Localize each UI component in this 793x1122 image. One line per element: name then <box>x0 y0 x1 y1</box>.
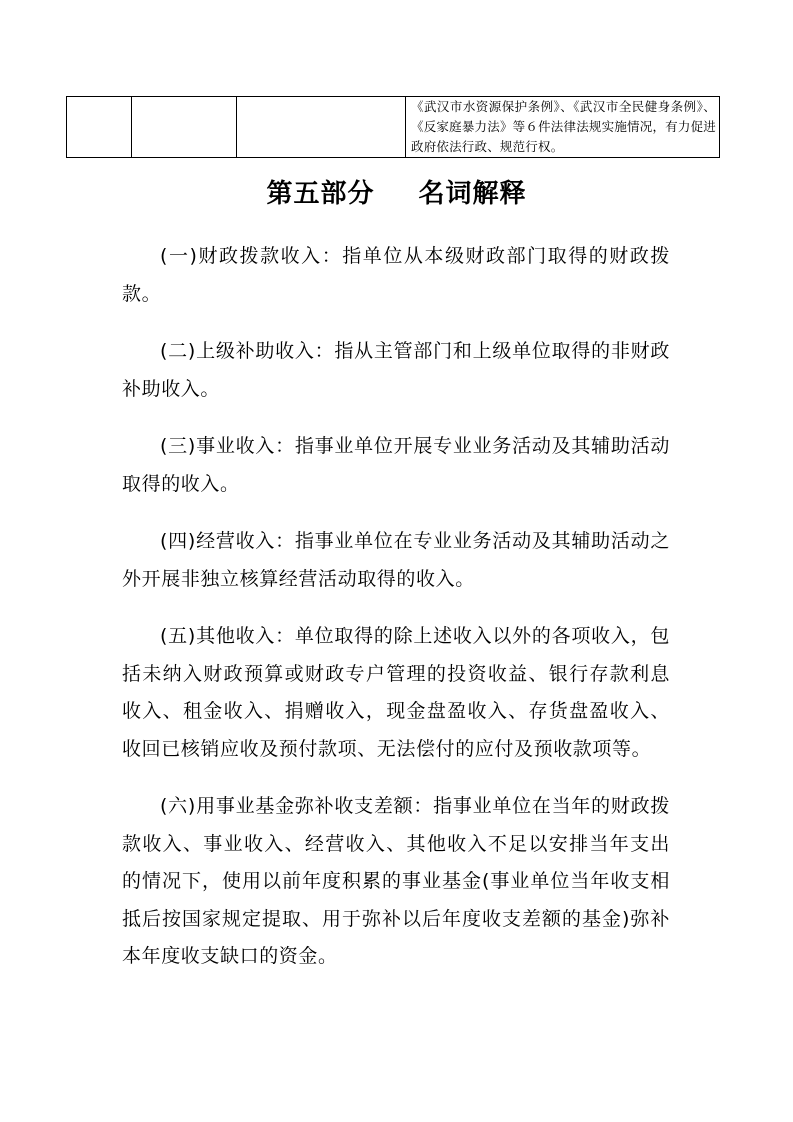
section-heading <box>0 174 793 214</box>
section-part-label: 第五部分 <box>266 179 375 209</box>
table-cell-text: 《武汉市水资源保护条例》、《武汉市全民健身条例》、《反家庭暴力法》等６件法律法规实施情况，有力促进政府依法行政、规范行权。 <box>411 99 716 154</box>
definition-paragraph: (五)其他收入：单位取得的除上述收入以外的各项收入，包括未纳入财政预算或财政专户管理的投资收益、银行存款利息收入、租金收入、捐赠收入，现金盘盈收入、存货盘盈收入、收回已核销应收及预付款项、无法偿付的应付及预收款项等。 <box>122 625 670 760</box>
definition-paragraph: (六)用事业基金弥补收支差额：指事业单位在当年的财政拨款收入、事业收入、经营收入、其他收入不足以安排当年支出的情况下，使用以前年度积累的事业基金(事业单位当年收支相抵后按国家规定提取、用于弥补以后年度收支差额的基金)弥补本年度收支缺口的资金。 <box>122 795 670 967</box>
definition-paragraph: (四)经营收入：指事业单位在专业业务活动及其辅助活动之外开展非独立核算经营活动取得的收入。 <box>122 530 670 590</box>
table-cell-empty-2 <box>132 97 237 158</box>
table-cell-content <box>406 97 720 158</box>
table-row <box>67 97 720 158</box>
table-fragment <box>66 96 720 158</box>
table-cell-empty-1 <box>67 97 132 158</box>
definition-paragraph: (二)上级补助收入：指从主管部门和上级单位取得的非财政补助收入。 <box>122 340 670 400</box>
definition-paragraph: (三)事业收入：指事业单位开展专业业务活动及其辅助活动取得的收入。 <box>122 435 670 495</box>
table-cell-empty-3 <box>237 97 406 158</box>
section-title: 名词解释 <box>418 179 527 209</box>
definitions-list <box>122 238 670 996</box>
definition-paragraph: (一)财政拨款收入：指单位从本级财政部门取得的财政拨款。 <box>122 245 670 305</box>
